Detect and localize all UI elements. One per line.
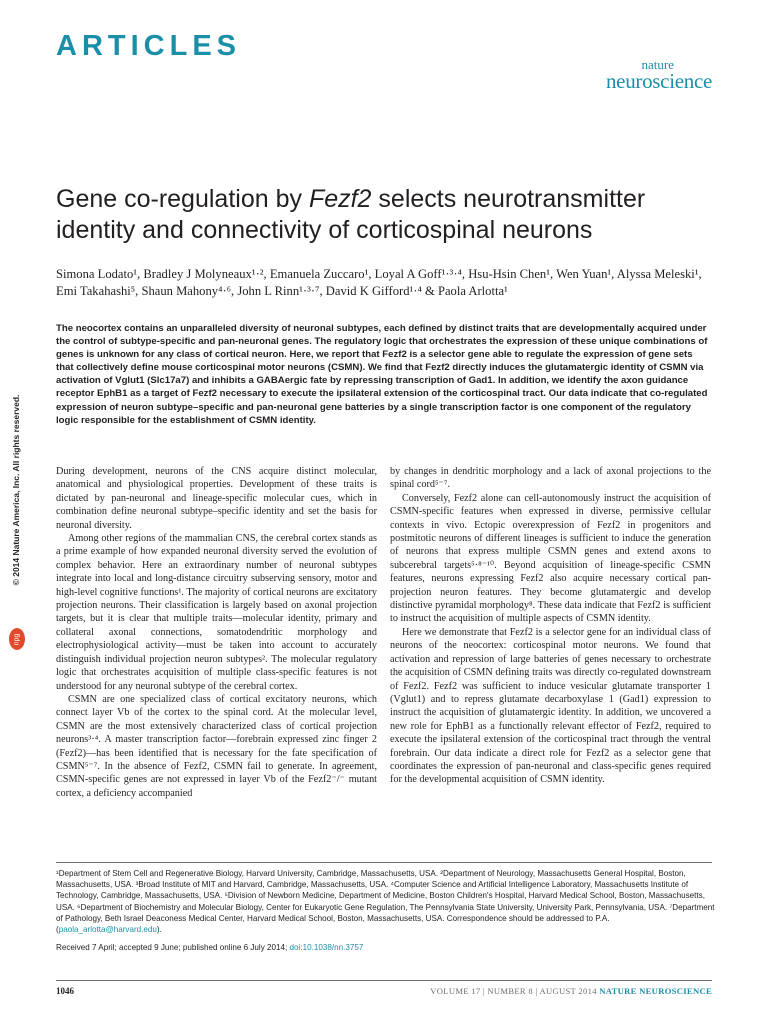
body-paragraph: CSMN are one specialized class of cortical excitatory neurons, which connect layer Vb of the cortex to the spinal cord. At the molecular level, CSMN are the most extensively characterized class of cortical projection neurons³·⁴. A master transcription factor—forebrain expressed zinc finger 2 (Fezf2)—has been identified that is necessary for the fate specification of CSMN⁵⁻⁷. In the absence of Fezf2, CSMN fail to generate. In agreement, CSMN-specific genes are not expressed in layer Vb of the Fezf2⁻/⁻ mutant cortex, a deficiency accompanied [56,693,377,799]
body-paragraph: Among other regions of the mammalian CNS, the cerebral cortex stands as a prime example of how expanded neuronal diversity served the evolution of complex behavior. Here an extraordinary number of neuronal subtypes integrate into local and long-distance circuitry subserving sensory, motor and high-level cognitive functions¹. The majority of cortical neurons are excitatory projection neurons. Their classification is largely based on axonal projection targets, but it is clear that multiple traits—molecular identity, primary and collateral axonal connections, somatodendritic morphology and electrophysiological activity—must be taken into account to accurately distinguish individual projection neuron subtypes². The molecular regulatory logic that orchestrates acquisition of multiple class-specific features is not understood for any neuronal subtype of the cerebral cortex. [56,533,377,692]
npg-label: npg [13,633,21,645]
copyright-sidebar [6,370,26,610]
doi-link[interactable]: doi:10.1038/nn.3757 [289,943,364,952]
footer-issue-info [430,986,712,996]
affiliations-text: ¹Department of Stem Cell and Regenerative Biology, Harvard University, Cambridge, Massachusetts, USA. ²Department of Neurology, Massachusetts General Hospital, Boston, Massachusetts, USA. ³Broad Institute of MIT and Harvard, Cambridge, Massachusetts, USA. ⁴Computer Science and Artificial Intelligence Laboratory, Massachusetts Institute of Technology, Cambridge, Massachusetts, USA. ⁵Division of Newborn Medicine, Department of Medicine, Boston Children's Hospital, Harvard Medical School, Boston, Massachusetts, USA. ⁶Department of Biochemistry and Molecular Biology, Center for Eukaryotic Gene Regulation, The Pennsylvania State University, University Park, Pennsylvania, USA. ⁷Department of Pathology, Beth Israel Deaconess Medical Center, Harvard Medical School, Boston, Massachusetts, USA. Correspondence should be addressed to P.A. [56,869,715,923]
affiliation-divider [56,862,712,863]
logo-line-nature: nature [641,57,674,72]
body-paragraph: Conversely, Fezf2 alone can cell-autonomously instruct the acquisition of CSMN-specific features when expressed in diverse, permissive cellular contexts in vivo. Ectopic overexpression of Fezf2 in progenitors and postmitotic neurons of different lineages is sufficient to induce the generation of neurons that express multiple CSMN genes and extend axons to subcerebral targets⁵·⁸⁻¹⁰. Beyond acquisition of lineage-specific CSMN features, neurons expressing Fezf2 also acquire necessary cortical pan-projection neuron features. They become glutamatergic and develop distinctive pyramidal morphology⁸. These data indicate that Fezf2 is sufficient to instruct the acquisition of multiple aspects of CSMN identity. [390,492,711,625]
abstract: The neocortex contains an unparalleled diversity of neuronal subtypes, each defined by distinct traits that are developmentally acquired under the control of subtype-specific and pan-neuronal genes. The regulatory logic that orchestrates the expression of these unique combinations of genes is unknown for any class of cortical neuron. Here, we report that Fezf2 is a selector gene able to regulate the expression of gene sets that collectively define mouse corticospinal motor neurons (CSMN). We find that Fezf2 directly induces the glutamatergic identity of CSMN via activation of Vglut1 (Slc17a7) and inhibits a GABAergic fate by repressing transcription of Gad1. In addition, we identify the axon guidance receptor EphB1 as a target of Fezf2 necessary to execute the ipsilateral extension of the corticospinal tract. Our data indicate that co-regulated expression of neuron subtype–specific and pan-neuronal gene batteries by a single transcription factor is one component of the regulatory logic responsible for the establishment of CSMN identity. [56,323,708,426]
title-pre: Gene co-regulation by [56,185,309,213]
npg-badge [9,628,25,650]
journal-name: NATURE NEUROSCIENCE [599,986,712,996]
author-list: Simona Lodato¹, Bradley J Molyneaux¹·², Emanuela Zuccaro¹, Loyal A Goff¹·³·⁴, Hsu-Hsin Chen¹, Wen Yuan¹, Alyssa Meleski¹, Emi Takahashi⁵, Shaun Mahony⁴·⁶, John L Rinn¹·³·⁷, David K Gifford¹·⁴ & Paola Arlotta¹ [56,267,702,298]
footer-divider [56,980,712,981]
body-paragraph: Here we demonstrate that Fezf2 is a selector gene for an individual class of neurons of the neocortex: corticospinal motor neurons. We found that activation and repression of large batteries of genes necessary to orchestrate the acquisition of CSMN defining traits was directly co-regulated downstream of Fezf2. Fezf2 was sufficient to induce vesicular glutamate transporter 1 (Vglut1) and to repress glutamate decarboxylase 1 (Gad1) expression to instruct the acquisition of glutamatergic identity. In addition, we uncovered a new role for EphB1 as a functionally relevant effector of Fezf2, required to execute the ipsilateral extension of the corticospinal tract through the ventral forebrain. Our data indicate a direct role for Fezf2 as a selector gene that coordinates the expression of pan-neuronal and class-specific genes required for the developmental acquisition of CSMN identity. [390,626,711,786]
issue-text: VOLUME 17 | NUMBER 8 | AUGUST 2014 [430,986,597,996]
journal-logo[interactable] [606,58,712,92]
body-column-left [56,465,377,800]
title-post: selects neurotransmitter identity and connectivity of corticospinal neurons [56,185,646,244]
title-gene: Fezf2 [308,185,372,213]
logo-line-neuroscience: neuroscience [605,69,712,93]
received-line [56,943,716,952]
received-dates: Received 7 April; accepted 9 June; published online 6 July 2014; [56,943,288,952]
section-label: ARTICLES [56,30,241,62]
correspondence-email-link[interactable]: paola_arlotta@harvard.edu [58,925,157,935]
article-title [56,184,706,246]
body-paragraph: During development, neurons of the CNS acquire distinct molecular, anatomical and physiological properties. Development of these traits is dictated by pan-neuronal and lineage-specific molecular cues, which in combination define neuronal subtype–specific identity and set the basis for neuronal diversity. [56,466,377,531]
body-paragraph: by changes in dendritic morphology and a lack of axonal projections to the spinal cord⁵⁻⁷. [390,466,711,491]
page-number: 1046 [56,986,74,996]
affiliations: ¹Department of Stem Cell and Regenerative Biology, Harvard University, Cambridge, Massachusetts, USA. ²Department of Neurology, Massachusetts General Hospital, Boston, Massachusetts, USA. ³Broad Institute of MIT and Harvard, Cambridge, Massachusetts, USA. ⁴Computer Science and Artificial Intelligence Laboratory, Massachusetts Institute of Technology, Cambridge, Massachusetts, USA. ⁵Division of Newborn Medicine, Department of Medicine, Boston Children's Hospital, Harvard Medical School, Boston, Massachusetts, USA. ⁶Department of Biochemistry and Molecular Biology, Center for Eukaryotic Gene Regulation, The Pennsylvania State University, University Park, Pennsylvania, USA. ⁷Department of Pathology, Beth Israel Deaconess Medical Center, Harvard Medical School, Boston, Massachusetts, USA. Correspondence should be addressed to P.A. (paola_arlotta@harvard.edu). [56,869,715,935]
body-column-right [390,465,711,787]
copyright-text: © 2014 Nature America, Inc. All rights reserved. [11,394,21,586]
